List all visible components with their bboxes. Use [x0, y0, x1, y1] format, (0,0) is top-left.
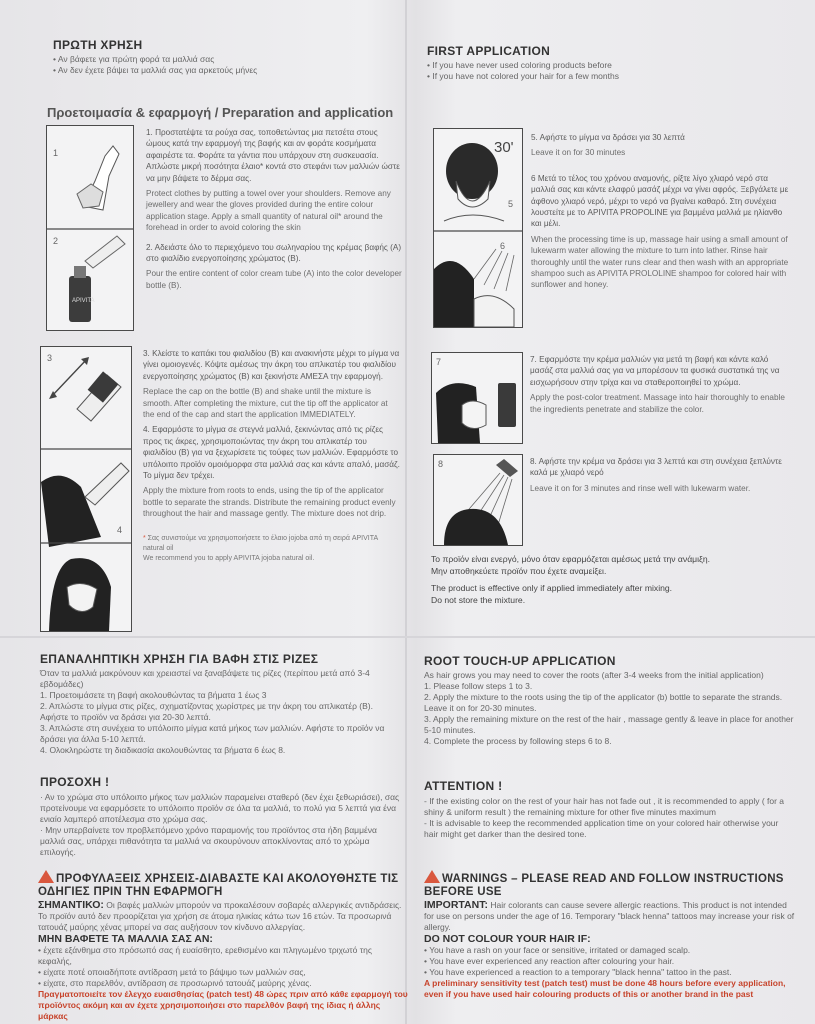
greek-important-label: ΣΗΜΑΝΤΙΚΟ: [38, 899, 104, 911]
greek-attention-item: · Μην υπερβαίνετε τον προβλεπόμενο χρόνο παραμονής του προϊόντος στα ήδη βαμμένα μαλλιά σας, υπάρχει πιθανότητα τα μαλλιά να σκουρύνουν αποκλίνοντας από το χρώμα επιλογής. [40, 825, 377, 857]
preparation-heading-greek: Προετοιμασία & εφαρμογή [47, 105, 212, 120]
greek-root-item: 3. Απλώστε στη συνέχεια το υπόλοιπο μίγμα κατά μήκος των μαλλιών. Αφήστε το προϊόν να δράσει για άλλα 5-10 λεπτά. [40, 723, 385, 744]
english-root-title: ROOT TOUCH-UP APPLICATION [424, 654, 616, 668]
greek-patch-test: Πραγματοποιείτε τον έλεγχο ευαισθησίας (patch test) 48 ώρες πριν από κάθε εφαρμογή του προϊόντος ακόμη και αν έχετε χρησιμοποιήσει στο παρελθόν βαφή της ίδιας ή άλλης μάρκας [38, 989, 408, 1021]
step-number-7: 7 [436, 357, 442, 367]
step6-english: When the processing time is up, massage hair using a small amount of lukewarm water allowing the mixture to turn into lather. Rinse hair thoroughly until the water runs clear and then wash with an appropriate shampoo such as APIVITA PROLOLINE shampoo for colored hair with sunflower and honey. [531, 234, 789, 290]
greek-root-item: 4. Ολοκληρώστε τη διαδικασία ακολουθώντας τα βήματα 6 έως 8. [40, 745, 286, 755]
notice-greek-2: Μην αποθηκεύετε προϊόν που έχετε αναμείξει. [431, 566, 607, 576]
greek-dont-item: • έχετε εξάνθημα στο πρόσωπό σας ή ευαίσθητο, ερεθισμένο και πληγωμένο τριχωτό της κεφαλής, [38, 945, 408, 967]
greek-first-item: • Αν βάφετε για πρώτη φορά τα μαλλιά σας [53, 54, 383, 65]
step2-english: Pour the entire content of color cream tube (A) into the color developer bottle (B). [146, 269, 402, 290]
english-warning-title: WARNINGS – PLEASE READ AND FOLLOW INSTRUCTIONS BEFORE USE [424, 873, 784, 898]
illustration-step-8 [433, 454, 523, 546]
illustration-step-7 [431, 352, 523, 444]
step7-greek: 7. Εφαρμόστε την κρέμα μαλλιών για μετά τη βαφή και κάντε καλό μασάζ στα μαλλιά σας για να μπορέσουν τα φυσικά συστατικά της να εισχωρήσουν στην τρίχα και να σταθεροποιηθεί το χρώμα. [530, 355, 780, 387]
gloves-and-bottle-illustration [47, 126, 133, 330]
english-patch-test: A preliminary sensitivity test (patch test) must be done 48 hours before every application, even if you have used hair colouring products of this or another brand in the past [424, 978, 786, 999]
english-attention-title: ATTENTION ! [424, 779, 503, 793]
step-8-text [530, 456, 792, 498]
notice-english-1: The product is effective only if applied immediately after mixing. [431, 583, 673, 593]
english-attention-item: - If the existing color on the rest of your hair has not fade out , it is recommended to apply ( for a shiny & uniform result ) the remaining mixture for other five minutes maximum [424, 796, 785, 817]
steps-5-6-text [531, 132, 793, 295]
greek-root-item: 2. Απλώστε το μίγμα στις ρίζες, σχηματίζοντας χωρίστρες με την άκρη του απλικατέρ (Β). Αφήστε το προϊόν να δράσει για 20-30 λεπτά. [40, 701, 373, 722]
greek-root-intro: Όταν τα μαλλιά μακρύνουν και χρειαστεί να ξαναβάψετε τις ρίζες (περίπου μετά από 3-4 εβδομάδες) [40, 668, 370, 689]
greek-warning-title: ΠΡΟΦΥΛΑΞΕΙΣ ΧΡΗΣΕΙΣ-ΔΙΑΒΑΣΤΕ ΚΑΙ ΑΚΟΛΟΥΘΗΣΤΕ ΤΙΣ ΟΔΗΓΙΕΣ ΠΡΙΝ ΤΗΝ ΕΦΑΡΜΟΓΗ [38, 873, 399, 898]
greek-first-application [53, 38, 383, 76]
step-number-3: 3 [47, 353, 53, 363]
warning-icon [424, 870, 440, 883]
english-root-item: 3. Apply the remaining mixture on the rest of the hair , massage gently & leave in place for another 5-10 minutes. [424, 714, 794, 735]
english-dont-title: DO NOT COLOUR YOUR HAIR IF: [424, 933, 591, 945]
greek-root-item: 1. Προετοιμάσετε τη βαφή ακολουθώντας τα βήματα 1 έως 3 [40, 690, 267, 700]
note-greek: Σας συνιστούμε να χρησιμοποιήσετε το έλαιο jojoba από τη σειρά APIVITA natural oil [143, 534, 378, 552]
english-root-item: 2. Apply the mixture to the roots using the tip of the applicator (b) bottle to separate the strands. Leave it on for 20-30 minutes. [424, 692, 783, 713]
greek-warnings [38, 870, 408, 1022]
english-first-title: FIRST APPLICATION [427, 44, 551, 58]
illustration-steps-5-6 [433, 128, 523, 328]
english-dont-item: • You have a rash on your face or sensitive, irritated or damaged scalp. [424, 945, 796, 956]
step3-english: Replace the cap on the bottle (B) and shake until the mixture is smooth. After completing the mixture, cut the tip off the applicator at the end of the cap and start the application IMMEDIATELY. [143, 387, 388, 420]
step8-greek: 8. Αφήστε την κρέμα να δράσει για 3 λεπτά και στη συνέχεια ξεπλύντε καλά με χλιαρό νερό [530, 457, 782, 478]
greek-attention [40, 775, 400, 858]
treatment-illustration [432, 353, 522, 443]
english-root-item: 1. Please follow steps 1 to 3. [424, 681, 533, 691]
step1-english: Protect clothes by putting a towel over your shoulders. Remove any jewellery and wear the gloves provided during the entire colour application stage. Apply a small quantity of natural oil* around the forehead in order to avoid coloring the skin [146, 189, 391, 233]
step-number-5: 5 [508, 199, 514, 209]
greek-dont-item: • είχατε ποτέ οποιαδήποτε αντίδραση μετά το βάψιμο των μαλλιών σας, [38, 967, 408, 978]
greek-root-title: ΕΠΑΝΑΛΗΠΤΙΚΗ ΧΡΗΣΗ ΓΙΑ ΒΑΦΗ ΣΤΙΣ ΡΙΖΕΣ [40, 652, 319, 666]
english-important-text: Hair colorants can cause severe allergic reactions. This product is not intended for use on persons under the age of 16. Temporary "black henna" tattoos may increase your risk of allergy. [424, 900, 795, 932]
preparation-heading [47, 105, 407, 120]
step-7-text [530, 354, 792, 419]
note-english: We recommend you to apply APIVITA jojoba natural oil. [143, 554, 315, 562]
greek-root-touchup [40, 652, 400, 756]
english-root-touchup [424, 654, 794, 747]
step7-english: Apply the post-color treatment. Massage into hair thoroughly to enable the ingredients penetrate and stabilize the color. [530, 393, 785, 414]
english-dont-item: • You have experienced a reaction to a temporary "black henna" tattoo in the past. [424, 967, 796, 978]
greek-first-title: ΠΡΩΤΗ ΧΡΗΣΗ [53, 38, 143, 52]
shaking-and-applying-illustration [41, 347, 131, 631]
fold-line-horizontal [0, 636, 815, 638]
step1-greek: 1. Προστατέψτε τα ρούχα σας, τοποθετώντας μια πετσέτα στους ώμους κατά την εφαρμογή της βαφής και αν φοράτε κοσμήματα αφαιρέστε τα. Φοράτε τα γάντια που υπάρχουν στη συσκευασία. Απλώστε μικρή ποσότητα έλαιο* κοντά στο στεφάνι των μαλλιών ώστε να μην βάψετε το δέρμα σας. [146, 128, 400, 183]
english-important-label: IMPORTANT: [424, 899, 488, 911]
english-first-item: • If you have never used coloring products before [427, 60, 767, 71]
english-first-item: • If you have not colored your hair for a few months [427, 71, 767, 82]
english-root-intro: As hair grows you may need to cover the roots (after 3-4 weeks from the initial application) [424, 670, 764, 680]
step8-english: Leave it on for 3 minutes and rinse well with lukewarm water. [530, 483, 751, 493]
step-number-8: 8 [438, 459, 444, 469]
waiting-and-rinsing-illustration [434, 129, 522, 327]
timer-label: 30' [494, 139, 514, 156]
greek-attention-title: ΠΡΟΣΟΧΗ ! [40, 775, 110, 789]
greek-important-text: Οι βαφές μαλλιών μπορούν να προκαλέσουν σοβαρές αλλεργικές αντιδράσεις. Το προϊόν αυτό δεν προορίζεται για χρήση σε άτομα ηλικίας κάτω των 16 ετών. Τα προσωρινά τατουάζ μαύρης χένας μπορεί να σας αυξήσουν τον κίνδυνο αλλεργίας. [38, 900, 402, 932]
english-attention-item: - It is advisable to keep the recommended application time on your colored hair otherwise your hair might get darker than the desired tone. [424, 818, 779, 839]
step4-greek: 4. Εφαρμόστε το μίγμα σε στεγνά μαλλιά, ξεκινώντας από τις ρίζες προς τις άκρες, χρησιμοποιώντας την άκρη του απλικατέρ του φιαλιδίου (Β) για να ξεχωρίσετε τις τούφες των μαλλιών. Εφαρμόστε το υπόλοιπο προϊόν ομοιόμορφα στα μαλλιά σας και κάντε απαλό, μασάζ. Το μίγμα δεν τρέχει. [143, 425, 400, 481]
step3-greek: 3. Κλείστε το καπάκι του φιαλιδίου (Β) και ανακινήστε μέχρι το μίγμα να γίνει ομοιογενές. Κόψτε αμέσως την άκρη του απλικατέρ του φιαλιδίου ενεργοποίησης χρώματος (Β) και ξεκινήστε ΑΜΕΣΑ την εφαρμογή. [143, 349, 400, 381]
greek-attention-item: · Αν το χρώμα στο υπόλοιπο μήκος των μαλλιών παραμείνει σταθερό (δεν έχει ξεθωριάσει), σας προτείνουμε να εφαρμόσετε το υπόλοιπο προϊόν σε όλα τα μαλλιά, το πολύ για 5 λεπτά για ένα ενιαίο λαμπερό αποτέλεσμα στο χρώμα σας. [40, 792, 400, 824]
step-number-4: 4 [117, 525, 123, 535]
preparation-heading-english: / Preparation and application [211, 105, 394, 120]
step5-greek: 5. Αφήστε το μίγμα να δράσει για 30 λεπτά [531, 133, 685, 142]
english-first-application [427, 44, 767, 82]
greek-dont-item: • είχατε, στο παρελθόν, αντίδραση σε προσωρινό τατουάζ μαύρης χένας. [38, 978, 408, 989]
english-attention [424, 779, 794, 840]
steps-1-2-text [146, 127, 404, 295]
english-dont-item: • You have ever experienced any reaction after colouring your hair. [424, 956, 796, 967]
step-number-6: 6 [500, 241, 506, 251]
illustration-steps-3-4 [40, 346, 132, 632]
step2-greek: 2. Αδειάστε όλο το περιεχόμενο του σωληναρίου της κρέμας βαφής (Α) στο φιαλίδιο ενεργοποίησης χρώματος (Β). [146, 242, 402, 264]
bottle-brand-label: APIVITA [72, 298, 95, 304]
step5-english: Leave it on for 30 minutes [531, 148, 626, 158]
greek-first-item: • Αν δεν έχετε βάψει τα μαλλιά σας για αρκετούς μήνες [53, 65, 383, 76]
warning-icon [38, 870, 54, 883]
english-root-item: 4. Complete the process by following steps 6 to 8. [424, 736, 612, 746]
final-rinse-illustration [434, 455, 522, 545]
illustration-steps-1-2 [46, 125, 134, 331]
step-number-1: 1 [53, 148, 59, 158]
notice-greek-1: Το προϊόν είναι ενεργό, μόνο όταν εφαρμόζεται αμέσως μετά την ανάμιξη. [431, 554, 711, 564]
mixture-notice [431, 553, 791, 606]
step6-greek: 6 Μετά το τέλος του χρόνου αναμονής, ρίξτε λίγο χλιαρό νερό στα μαλλιά σας και κάντε ελαφρύ μασάζ μέχρι να γίνει αφρός. Ξεβγάλετε με άφθονο χλιαρό νερό, μέχρι το νερό να βγαίνει καθαρό. Στη συνέχεια λουστείτε με το APIVITA PROPOLINE για βαμμένα μαλλιά με ηλίανθο και μέλι. [531, 173, 789, 229]
greek-dont-title: ΜΗΝ ΒΑΦΕΤΕ ΤΑ ΜΑΛΛΙΑ ΣΑΣ ΑΝ: [38, 933, 213, 945]
step4-english: Apply the mixture from roots to ends, using the tip of the applicator bottle to separate the strands. Distribute the remaining product evenly throughout the hair and massage gently. The mixture does not drip. [143, 486, 396, 519]
steps-3-4-text: 3. Κλείστε το καπάκι του φιαλιδίου (Β) και ανακινήστε μέχρι το μίγμα να γίνει ομοιογενές. Κόψτε αμέσως την άκρη του απλικατέρ του φιαλιδίου ενεργοποίησης χρώματος (Β) και ξεκινήστε ΑΜΕΣΑ την εφαρμογή. Replace the cap on the bottle (B) and shake until the mixture is smooth. After completing the mixture, cut the tip off the applicator at the end of the cap and start the application IMMEDIATELY. 4. Εφαρμόστε το μίγμα σε στεγνά μαλλιά, ξεκινώντας από τις ρίζες προς τις άκρες, χρησιμοποιώντας την άκρη του απλικατέρ του φιαλιδίου (Β) για να ξεχωρίσετε τις τούφες των μαλλιών. Εφαρμόστε το υπόλοιπο προϊόν ομοιόμορφα στα μαλλιά σας και κάντε απαλό, μασάζ. Το μίγμα δεν τρέχει. Apply the mixture from roots to ends, using the tip of the applicator bottle to separate the strands. Distribute the remaining product evenly throughout the hair and massage gently. The mixture does not drip. * Σας συνιστούμε να χρησιμοποιήσετε το έλαιο jojoba από τη σειρά APIVITA natural oil We recommend you to apply APIVITA jojoba natural oil. [143, 349, 400, 562]
english-warnings [424, 870, 796, 1000]
step-number-2: 2 [53, 236, 59, 246]
notice-english-2: Do not store the mixture. [431, 595, 526, 605]
